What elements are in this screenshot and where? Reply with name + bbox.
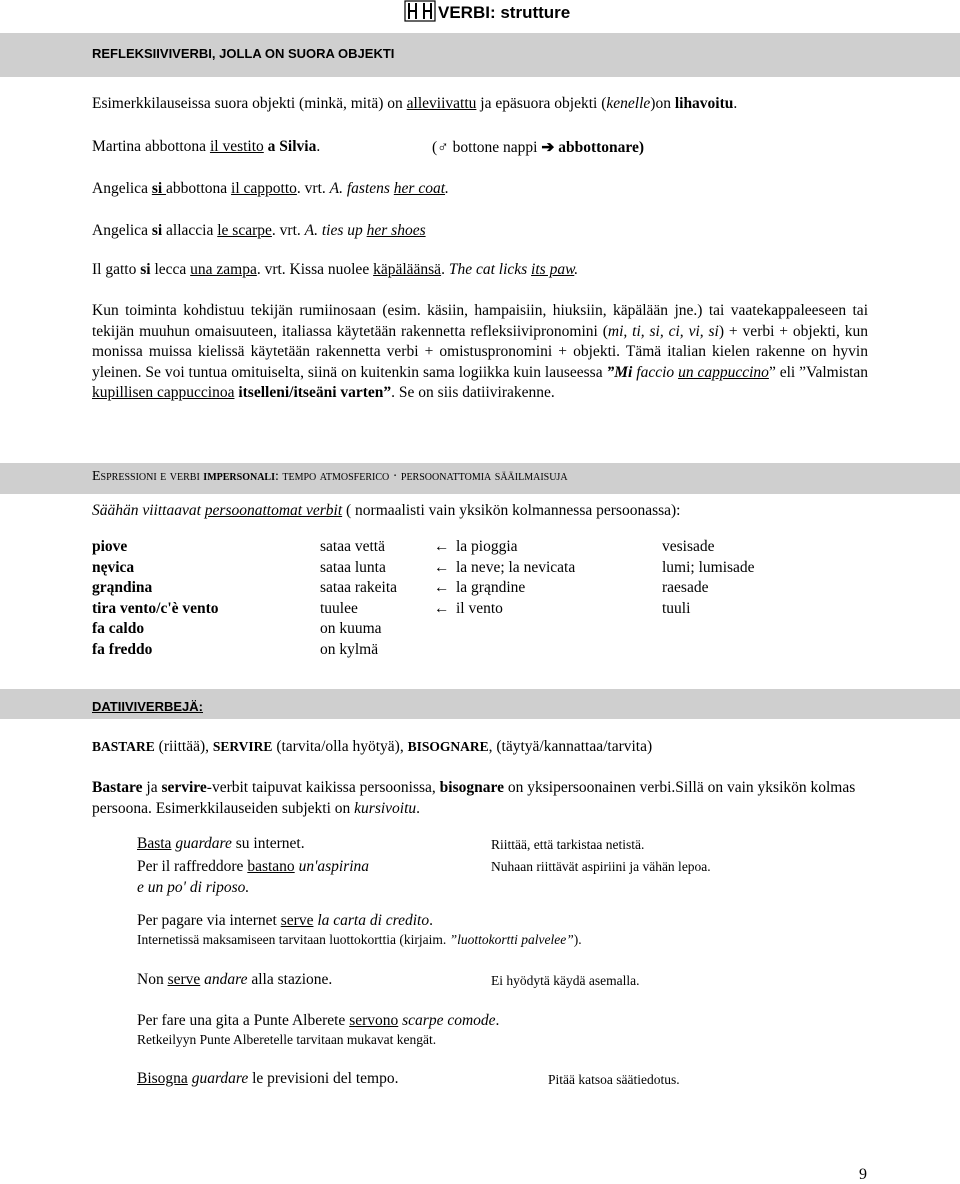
- verbs-line: BASTARE (riittää), SERVIRE (tarvita/olla hyötyä), BISOGNARE, (täytyä/kannattaa/tarvita): [92, 738, 653, 755]
- example-translation: Ei hyödytä käydä asemalla.: [491, 973, 640, 988]
- example-note: (♂ bottone nappi ➔ abbottonare): [432, 139, 645, 156]
- example-translation: Riittää, että tarkistaa netistä.: [491, 837, 645, 852]
- arrow-left-icon: ←: [434, 579, 450, 596]
- example-translation: Nuhaan riittävät aspiriini ja vähän lepoa.: [491, 859, 711, 874]
- hh-logo-icon: [404, 0, 436, 22]
- example-sentence: Non serve andare alla stazione.: [137, 971, 333, 988]
- arrow-left-icon: ←: [434, 538, 450, 555]
- explanation-paragraph: Kun toiminta kohdistuu tekijän rumiinosaan (esim. käsiin, hampaisiin, hiuksiin, käpälään jne.) tai vaatekappaleeseen tai tekijän muuhun omaisuuteen, italiassa käytetään rakennetta refleksiivipronomini (mi, ti, si, ci, vi, si) + verbi + objekti, kun monissa muissa kielissä käytetään rakennetta verbi + omistuspronomini + objekti. Tämä italian kielen rakenne on hyvin yleinen. Se voi tuntua omituiselta, siinä on kuitenkin sama logiikka kuin lauseessa ”Mi faccio un cappuccino” eli ”Valmistan kupillisen cappuccinoa itselleni/itseäni varten”. Se on siis datiivirakenne.: [92, 302, 869, 401]
- section-heading: Espressioni e verbi impersonali: tempo atmosferico · persoonattomia sääilmaisuja: [92, 469, 568, 484]
- intro-text: Esimerkkilauseissa suora objekti (minkä, mitä) on alleviivattu ja epäsuora objekti (kenelle)on lihavoitu.: [92, 95, 738, 112]
- arrow-right-icon: ➔: [541, 139, 555, 156]
- male-symbol-icon: ♂: [437, 139, 449, 156]
- example-sentence: Per fare una gita a Punte Alberete servono scarpe comode.: [137, 1012, 500, 1029]
- example-translation: Pitää katsoa säätiedotus.: [548, 1072, 680, 1087]
- example-translation: Internetissä maksamiseen tarvitaan luottokorttia (kirjaim. ”luottokortti palvelee”).: [137, 932, 582, 947]
- example-sentence: Angelica si abbottona il cappotto. vrt. A. fastens her coat.: [92, 180, 449, 197]
- example-sentence: Martina abbottona il vestito a Silvia.: [92, 138, 321, 155]
- example-sentence: Per il raffreddore bastano un'aspirina e un po' di riposo.: [137, 858, 370, 896]
- section-heading: DATIIVIVERBEJÄ:: [92, 699, 203, 714]
- header-logo: [404, 0, 436, 22]
- intro-text: Säähän viittaavat persoonattomat verbit ( normaalisti vain yksikön kolmannessa persoonassa):: [92, 502, 681, 519]
- example-sentence: Angelica si allaccia le scarpe. vrt. A. ties up her shoes: [92, 222, 426, 239]
- example-sentence: Bisogna guardare le previsioni del tempo.: [137, 1070, 399, 1087]
- page-number: 9: [859, 1166, 867, 1183]
- explanation-paragraph: Bastare ja servire-verbit taipuvat kaikissa persoonissa, bisognare on yksipersoonainen verbi.Sillä on vain yksikön kolmas persoona. Esimerkkilauseiden subjekti on kursivoitu.: [92, 779, 856, 817]
- section-heading: REFLEKSIIVIVERBI, JOLLA ON SUORA OBJEKTI: [92, 46, 395, 61]
- example-translation: Retkeilyyn Punte Alberetelle tarvitaan mukavat kengät.: [137, 1032, 437, 1047]
- example-sentence: Basta guardare su internet.: [137, 835, 305, 852]
- header-title: VERBI: strutture: [438, 3, 571, 22]
- arrow-left-icon: ←: [434, 599, 450, 617]
- example-sentence: Per pagare via internet serve la carta di credito.: [137, 912, 433, 929]
- arrow-left-icon: ←: [434, 558, 450, 576]
- example-sentence: Il gatto si lecca una zampa. vrt. Kissa nuolee käpäläänsä. The cat licks its paw.: [92, 261, 579, 278]
